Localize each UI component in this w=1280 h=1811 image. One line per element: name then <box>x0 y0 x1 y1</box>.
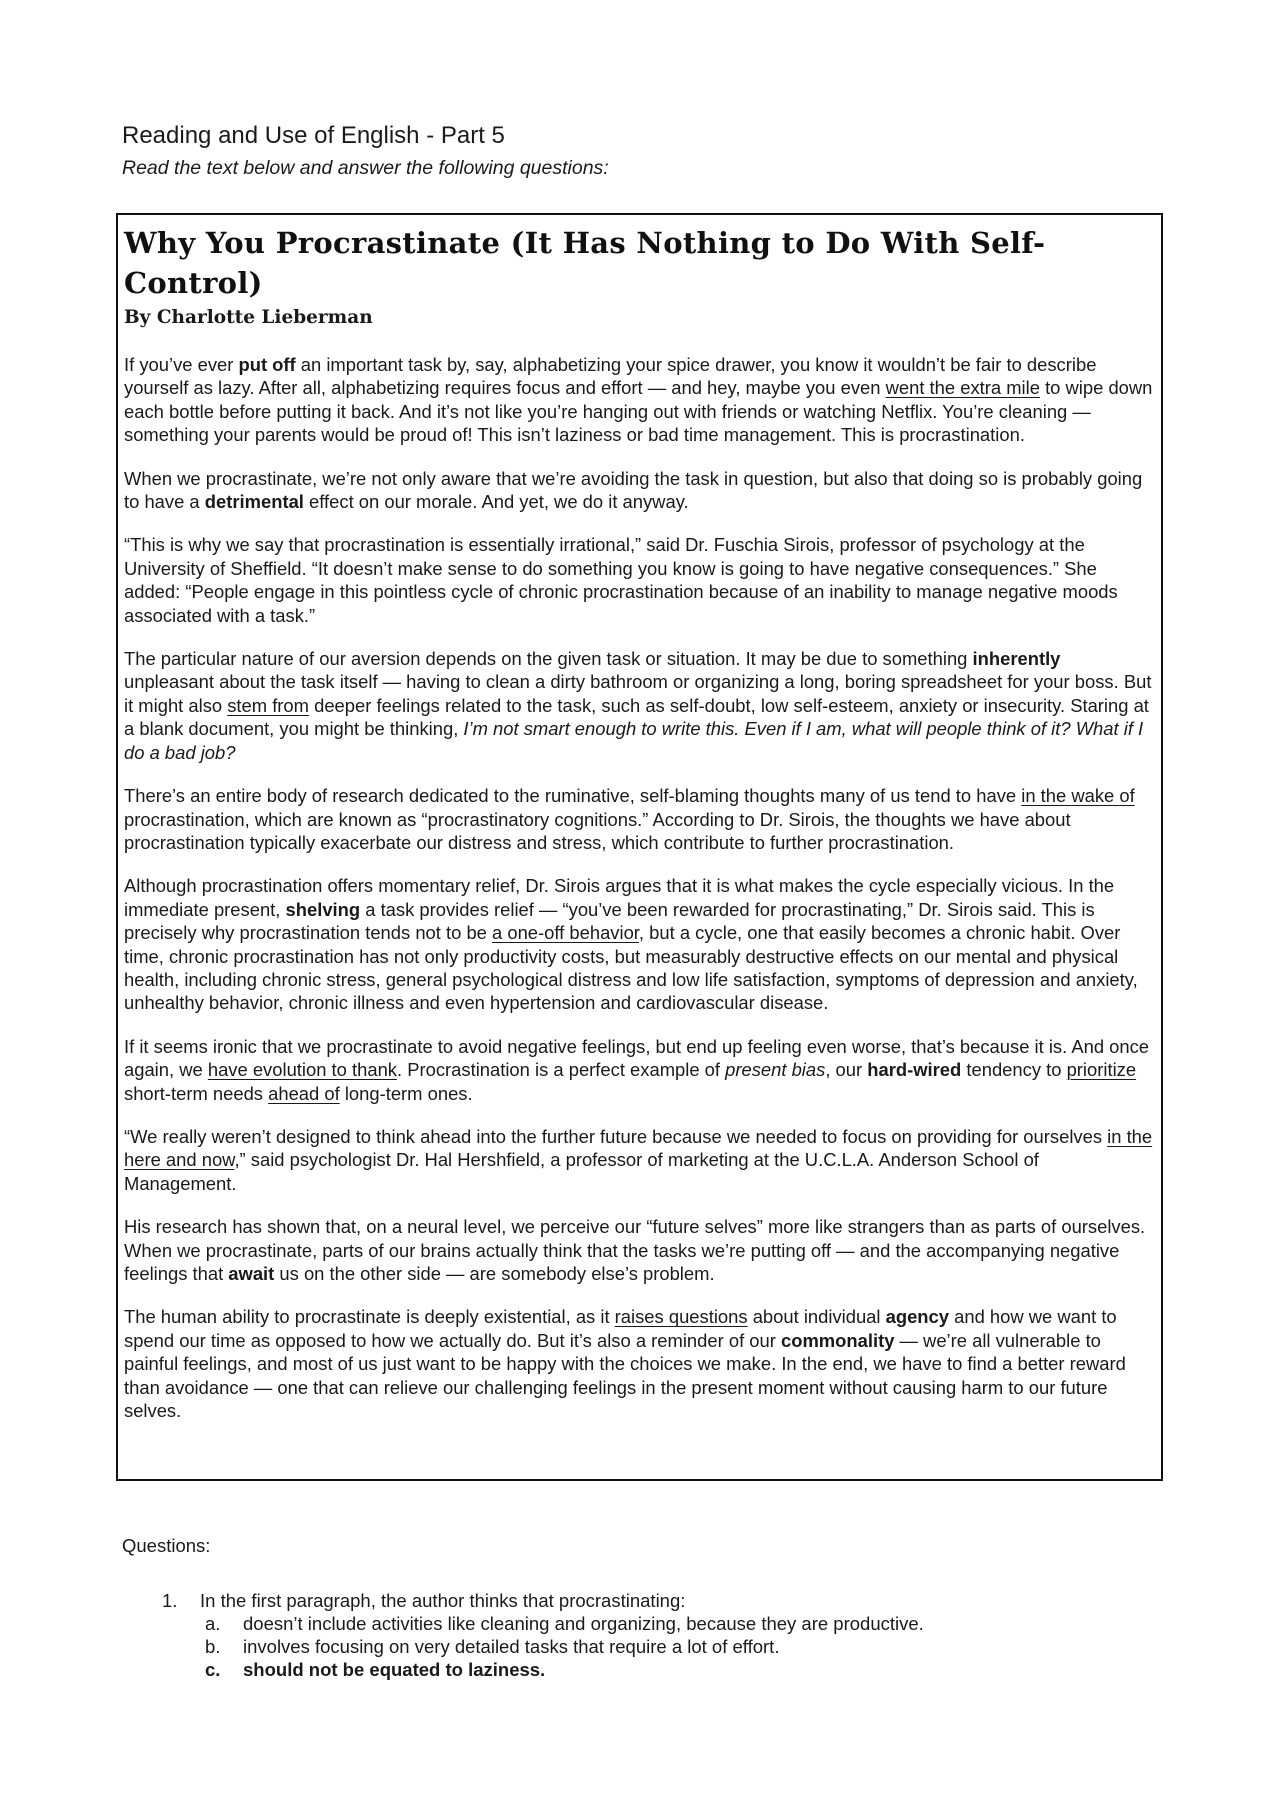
text: When we procrastinate, we’re not only aware that we’re avoiding the task in question, but also that doing so is probably going to have a <box>124 467 1143 513</box>
text: . Procrastination is a perfect example of <box>397 1059 726 1081</box>
question-text: In the first paragraph, the author thinks that procrastinating: <box>200 1590 686 1611</box>
text: effect on our morale. And yet, we do it anyway. <box>303 491 689 513</box>
phrase-ahead-of: ahead of <box>268 1082 340 1104</box>
vocab-detrimental: detrimental <box>204 491 304 513</box>
text: procrastination, which are known as “procrastinatory cognitions.” According to Dr. Sirois, the thoughts we have about procrastination typically exacerbate our distress and stress, which contribute to further procrastination. <box>124 808 1071 853</box>
text: and how we want to spend our time as opposed to how we actually do. But it’s also a reminder of our <box>124 1306 1117 1351</box>
paragraph-8 <box>124 1125 1155 1195</box>
text: If you’ve ever <box>124 354 239 375</box>
text: deeper feelings related to the task, such as self-doubt, low self-esteem, anxiety or insecurity. Staring at a blank document, you might be thinking, <box>124 694 1149 740</box>
paragraph-6 <box>124 874 1155 1014</box>
question-1 <box>162 1590 685 1612</box>
instructions: Read the text below and answer the following questions: <box>122 157 609 179</box>
phrase-stem-from: stem from <box>227 694 309 716</box>
vocab-shelving: shelving <box>285 898 361 920</box>
text: , but a cycle, one that easily becomes a chronic habit. Over time, chronic procrastination has not only productivity costs, but measurably destructive effects on our mental and physical health, including chronic stress, general psychological distress and low life satisfaction, symptoms of depression and anxiety, unhealthy behavior, chronic illness and even hypertension and cardiovascular disease. <box>124 922 1138 1014</box>
option-letter: b. <box>205 1636 221 1657</box>
paragraph-9 <box>124 1215 1155 1285</box>
phrase-in-the-here-and-now: in the here and now <box>124 1125 1153 1171</box>
italic-thought: I’m not smart enough to write this. Even if I am, what will people think of it? What if I do a bad job? <box>124 718 1144 763</box>
text: His research has shown that, on a neural level, we perceive our “future selves” more like strangers than as parts of ourselves. When we procrastinate, parts of our brains actually think that the tasks we’re putting off — and the accompanying negative feelings that <box>124 1216 1146 1284</box>
paragraph-5 <box>124 784 1155 854</box>
vocab-commonality: commonality <box>780 1329 895 1351</box>
text: a task provides relief — “you’ve been rewarded for procrastinating,” Dr. Sirois said. This is precisely why procrastination tends not to be <box>124 898 1095 944</box>
vocab-await: await <box>228 1263 275 1284</box>
phrase-one-off-behavior: a one-off behavior <box>492 922 639 944</box>
answer-option-c-correct <box>205 1659 545 1681</box>
text: long-term ones. <box>339 1082 473 1104</box>
section-title: Reading and Use of English - Part 5 <box>122 122 505 149</box>
text: If it seems ironic that we procrastinate to avoid negative feelings, but end up feeling even worse, that’s because it is. And once again, we <box>124 1035 1150 1081</box>
questions-heading: Questions: <box>122 1535 211 1556</box>
text: unpleasant about the task itself — having to clean a dirty bathroom or organizing a long, boring spreadsheet for your boss. But it might also <box>124 671 1152 716</box>
answer-option-b <box>205 1636 779 1658</box>
answer-option-a <box>205 1613 924 1635</box>
text: — we’re all vulnerable to painful feelings, and most of us just want to be happy with the choices we make. In the end, we have to find a better reward than avoidance — one that can relieve our challenging feelings in the present moment without causing harm to our future selves. <box>124 1329 1126 1422</box>
text: There’s an entire body of research dedicated to the ruminative, self-blaming thoughts many of us tend to have <box>124 785 1022 807</box>
phrase-have-evolution-to-thank: have evolution to thank <box>207 1059 397 1081</box>
paragraph-2 <box>124 467 1155 514</box>
paragraph-1 <box>124 353 1155 447</box>
article-title: Why You Procrastinate (It Has Nothing to Do With Self-Control) <box>124 226 1046 300</box>
paragraph-10 <box>124 1305 1155 1422</box>
article-box <box>116 213 1163 1481</box>
phrase-prioritize: prioritize <box>1066 1059 1137 1081</box>
text: us on the other side — are somebody else’s problem. <box>274 1263 715 1284</box>
phrase-went-the-extra-mile: went the extra mile <box>885 377 1040 399</box>
text: to wipe down each bottle before putting it back. And it’s not like you’re hanging out with friends or watching Netflix. You’re cleaning — something your parents would be proud of! This isn’t laziness or bad time management. This is procrastination. <box>124 377 1153 446</box>
option-text: involves focusing on very detailed tasks that require a lot of effort. <box>243 1636 780 1657</box>
text: “This is why we say that procrastination is essentially irrational,” said Dr. Fuschia Sirois, professor of psychology at the University of Sheffield. “It doesn’t make sense to do something you know is going to have negative consequences.” She added: “People engage in this pointless cycle of chronic procrastination because of an inability to manage negative moods associated with a task.” <box>124 534 1118 626</box>
vocab-hard-wired: hard-wired <box>867 1059 962 1081</box>
text: ,” said psychologist Dr. Hal Hershfield, a professor of marketing at the U.C.L.A. Anderson School of Management. <box>124 1149 1039 1194</box>
option-letter: c. <box>205 1659 221 1680</box>
text: Although procrastination offers momentary relief, Dr. Sirois argues that it is what makes the cycle especially vicious. In the immediate present, <box>124 875 1115 920</box>
vocab-inherently: inherently <box>972 648 1061 670</box>
article-byline: By Charlotte Lieberman <box>124 307 373 328</box>
text: , our <box>825 1059 868 1081</box>
text: about individual <box>747 1306 886 1328</box>
option-text: should not be equated to laziness. <box>243 1659 546 1680</box>
text: The particular nature of our aversion depends on the given task or situation. It may be due to something <box>124 648 973 670</box>
text: an important task by, say, alphabetizing your spice drawer, you know it wouldn’t be fair to describe yourself as lazy. After all, alphabetizing requires focus and effort — and hey, maybe you even <box>124 354 1097 399</box>
text: The human ability to procrastinate is deeply existential, as it <box>124 1306 615 1328</box>
paragraph-3 <box>124 533 1155 627</box>
question-number: 1. <box>162 1590 178 1611</box>
phrase-raises-questions: raises questions <box>614 1306 748 1328</box>
paragraph-4 <box>124 647 1155 764</box>
paragraph-7 <box>124 1035 1155 1105</box>
option-text: doesn’t include activities like cleaning and organizing, because they are productive. <box>243 1613 924 1634</box>
text: short-term needs <box>124 1082 269 1104</box>
option-letter: a. <box>205 1613 221 1634</box>
text: “We really weren’t designed to think ahead into the further future because we needed to focus on providing for ourselves <box>124 1125 1108 1147</box>
text: tendency to <box>961 1059 1067 1081</box>
phrase-in-the-wake-of: in the wake of <box>1021 785 1135 807</box>
vocab-put-off: put off <box>238 354 296 375</box>
italic-present-bias: present bias <box>725 1059 826 1081</box>
vocab-agency: agency <box>885 1306 949 1328</box>
